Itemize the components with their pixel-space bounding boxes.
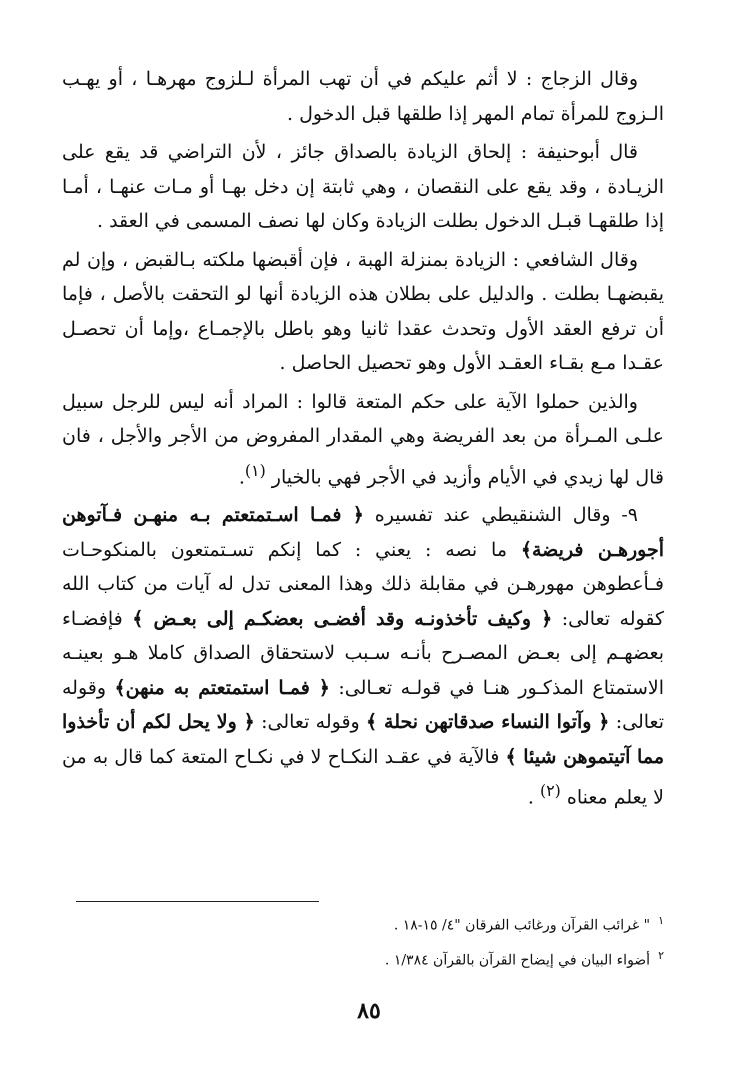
footnote-separator	[76, 901, 319, 902]
footnote-1	[64, 906, 664, 941]
quranic-verse: ﴿ وكيف تأخذونـه وقد أفضـى بعضكـم إلى بعـض ﴾	[132, 607, 553, 630]
footnote-ref: (١)	[244, 460, 266, 480]
footnote-2	[64, 941, 664, 976]
footnote-number: ٢	[658, 948, 664, 962]
text-run: وقال الزجاج : لا أثم عليكم في أن تهب المرأة لـلزوج مهرهـا ، أو يهـب الـزوج للمرأة تمام المهر إذا طلقها قبل الدخول .	[62, 68, 664, 125]
text-run: فالآية في عقـد النكـاح لا في نكـاح المتعة كما قال به من لا يعلم معناه	[62, 745, 664, 809]
footnotes	[64, 906, 664, 975]
text-run: وقال الشافعي : الزيادة بمنزلة الهبة ، فإن أقبضها ملكته بـالقبض ، وإن لم يقبضهـا بطلت . والدليل على بطلان هذه الزيادة أنها لو التحقت بالأصل ، فإما أن ترفع العقد الأول وتحدث عقدا ثانيا وهو باطل بالإجمـاع ،وإما أن تحصـل عقـدا مـع بقـاء العقـد الأول وهو تحصيل الحاصل .	[62, 248, 664, 374]
paragraph	[62, 385, 664, 495]
text-run: فإفضـاء بعضهـم إلى بعـض المصـرح بأنـه سـبب لاستحقاق الصداق كاملا هـو بعينـه الاستمتاع المذكـور هنـا في قولـه تعـالى:	[62, 607, 664, 699]
quranic-verse: ﴿ وآتوا النساء صدقاتهن نحلة ﴾	[366, 711, 610, 734]
text-run: وقوله تعالى:	[254, 711, 367, 734]
paragraph	[62, 62, 664, 131]
body-text	[62, 62, 664, 815]
quranic-verse: ﴿ فمـا اسـتمتعتم بـه منهـن فـآتوهن أجورهـن فريضة﴾	[62, 504, 664, 561]
text-run: ٩- وقال الشنقيطي عند تفسيره	[363, 504, 638, 527]
text-run: وقوله تعالى:	[62, 676, 664, 734]
footnote-text: أضواء البيان في إيضاح القرآن بالقرآن ١/٣٨٤ .	[384, 952, 651, 969]
text-run: والذين حملوا الآية على حكم المتعة قالوا : المراد أنه ليس للرجل سبيل علـى المـرأة من بعد الفريضة وهي المقدار المفروض من الأجر والأجل ، فان قال لها زيدي في الأيام وأزيد في الأجر فهي بالخيار	[62, 390, 664, 488]
paragraph	[62, 243, 664, 381]
page-number: ٨٥	[357, 998, 381, 1024]
quranic-verse: ﴿ ولا يحل لكم أن تأخذوا مما آتيتموهن شيئا ﴾	[62, 711, 664, 768]
footnote-text: " غرائب القرآن ورغائب الفرقان "٤/ ١٥-١٨ .	[393, 917, 651, 934]
paragraph	[62, 498, 664, 815]
footnote-ref: (٢)	[539, 781, 561, 801]
quranic-verse: ﴿ فمـا استمتعتم به منهن﴾	[114, 676, 330, 699]
text-run: ما نصه : يعني : كما إنكم تسـتمتعون بالمنكوحـات فـأعطوهن مهورهـن في مقابلة ذلك وهذا المعنى تدل له آيات من كتاب الله كقوله تعالى:	[62, 538, 664, 630]
footnote-number: ١	[658, 914, 664, 927]
text-run: قال أبوحنيفة : إلحاق الزيادة بالصداق جائز ، لأن التراضي قد يقع على الزيـادة ، وقد يقع على النقصان ، وهي ثابتة إن دخل بهـا أو مـات عنهـا ، أمـا إذا طلقهـا قبـل الدخول بطلت الزيادة وكان لها نصف المسمى في العقد .	[62, 141, 664, 232]
paragraph	[62, 135, 664, 239]
text-run: .	[527, 786, 540, 809]
text-run: .	[238, 465, 245, 488]
